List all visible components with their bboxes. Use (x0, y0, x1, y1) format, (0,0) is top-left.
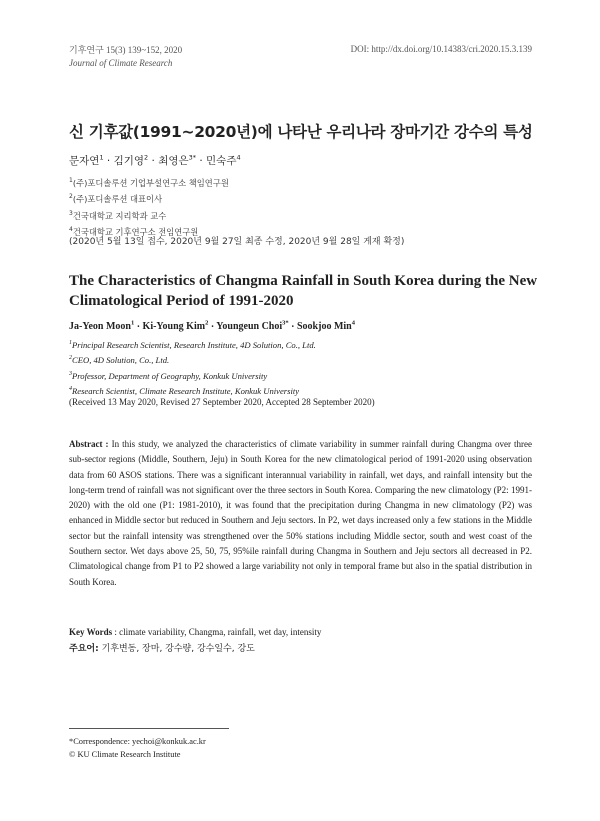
affiliation-text: 건국대학교 기후연구소 전임연구원 (72, 226, 199, 237)
affiliation-line (69, 207, 539, 223)
affiliation-text: 건국대학교 지리학과 교수 (72, 210, 167, 221)
author-affiliation-mark: 2 (144, 153, 149, 162)
affiliation-mark: 3 (69, 370, 72, 377)
affiliation-mark: 4 (69, 386, 72, 393)
author-name: 민숙주 (206, 155, 237, 167)
journal-citation: 기후연구 15(3) 139~152, 2020 (69, 45, 183, 55)
author-separator: · (148, 155, 159, 167)
affiliation-text: (주)포디솔루션 기업부설연구소 책임연구원 (72, 177, 229, 188)
author-affiliation-mark: 4 (351, 320, 355, 327)
doi-link[interactable]: DOI: http://dx.doi.org/10.14383/cri.2020.15.3.139 (350, 44, 532, 54)
author-affiliation-mark: 1 (99, 153, 104, 162)
author-name: 최영은 (158, 155, 189, 167)
affiliation-mark: 1 (69, 177, 73, 184)
author (114, 155, 149, 167)
author (206, 155, 241, 167)
author-name: 김기영 (113, 155, 145, 167)
author-separator: · (288, 321, 297, 333)
english-title: The Characteristics of Changma Rainfall in South Korea during the New Climatological Period of 1991-2020 (69, 273, 538, 309)
author-name: Sookjoo Min (296, 321, 352, 333)
author (216, 321, 288, 332)
keywords-label: Key Words (69, 627, 113, 637)
author-affiliation-mark: 3* (188, 153, 197, 162)
korean-keywords (69, 641, 255, 654)
author-affiliation-mark: 3* (282, 320, 289, 327)
affiliation-text: Professor, Department of Geography, Konkuk University (72, 370, 268, 381)
abstract-label: Abstract : (69, 439, 109, 449)
affiliation-text: Research Scientist, Climate Research Institute, Konkuk University (72, 386, 300, 397)
author-separator: · (134, 321, 143, 333)
affiliation-text: (주)포디솔루션 대표이사 (72, 194, 163, 205)
english-affiliations (69, 337, 539, 399)
author-name: Youngeun Choi (216, 321, 283, 333)
affiliation-mark: 2 (69, 355, 72, 362)
korean-received-dates: (2020년 5월 13일 접수, 2020년 9월 27일 최종 수정, 2020년 9월 28일 게재 확정) (69, 237, 405, 247)
english-author-list (69, 320, 355, 332)
author (143, 321, 209, 332)
author-name: Ki-Young Kim (142, 321, 206, 333)
author-affiliation-mark: 1 (130, 320, 135, 327)
affiliation-text: CEO, 4D Solution, Co., Ltd. (72, 355, 170, 366)
author-name: 문자연 (69, 155, 100, 167)
running-header (69, 44, 182, 70)
korean-affiliations (69, 174, 539, 239)
author (69, 321, 134, 332)
affiliation-line (69, 174, 539, 190)
affiliation-mark: 1 (69, 340, 72, 346)
affiliation-mark: 4 (69, 226, 73, 234)
copyright-notice: © KU Climate Research Institute (69, 750, 181, 759)
correspondence-email[interactable]: *Correspondence: yechoi@konkuk.ac.kr (69, 737, 206, 746)
korean-title: 신 기후값(1991~2020년)에 나타난 우리나라 장마기간 강수의 특성 (69, 123, 533, 141)
author (69, 155, 104, 167)
english-received-dates: (Received 13 May 2020, Revised 27 September 2020, Accepted 28 September 2020) (69, 397, 375, 407)
korean-keywords-label: 주요어: (69, 644, 99, 654)
korean-keywords-text: 기후변동, 장마, 강수량, 강수일수, 강도 (101, 644, 255, 654)
footnote-divider (69, 728, 229, 729)
affiliation-mark: 2 (69, 193, 73, 201)
journal-name: Journal of Climate Research (69, 58, 173, 68)
author-separator: · (103, 155, 114, 167)
footnotes (69, 735, 206, 761)
affiliation-line (69, 368, 539, 383)
author-affiliation-mark: 2 (205, 320, 209, 327)
affiliation-mark: 3 (69, 209, 73, 217)
author-name: Ja-Yeon Moon (69, 321, 131, 333)
author (297, 321, 355, 332)
korean-author-list (69, 153, 241, 168)
keywords (69, 625, 532, 640)
affiliation-line (69, 337, 539, 352)
author-separator: · (196, 155, 207, 167)
abstract (69, 437, 532, 590)
author-separator: · (208, 321, 217, 333)
author (158, 155, 196, 167)
abstract-text: In this study, we analyzed the characteristics of climate variability in summer rainfall during Changma over three sub-sector regions (Middle, Southern, Jeju) in South Korea for the new climatological period of 1991-2020 using observation data from 60 ASOS stations. There was a significant interannual variability in rainfall, wet days, and rainfall intensity but the long-term trend of rainfall was not significant over the three sectors in South Korea. Comparing the new climatology (P2: 1991-2020) with the old one (P1: 1981-2010), it was found that the precipitation during Changma in new climatology (P2) was enhanced in Middle sector but reduced in Southern and Jeju sectors. In P2, wet days increased only a few stations in the Middle sector but the rainfall intensity was strengthened over the 50% stations including Middle sector, south and west coast of the Southern sector. Wet days above 25, 50, 75, 95%ile rainfall during Changma in Southern and Jeju sectors all decreased in P2. Climatological change from P1 to P2 showed a large variability not only in temporal frame but also in the spatial distribution in South Korea. (69, 439, 532, 587)
affiliation-line (69, 190, 539, 206)
affiliation-text: Principal Research Scientist, Research Institute, 4D Solution, Co., Ltd. (72, 339, 316, 350)
author-affiliation-mark: 4 (236, 153, 241, 162)
affiliation-line (69, 352, 539, 367)
keywords-text: : climate variability, Changma, rainfall, wet day, intensity (114, 627, 322, 637)
